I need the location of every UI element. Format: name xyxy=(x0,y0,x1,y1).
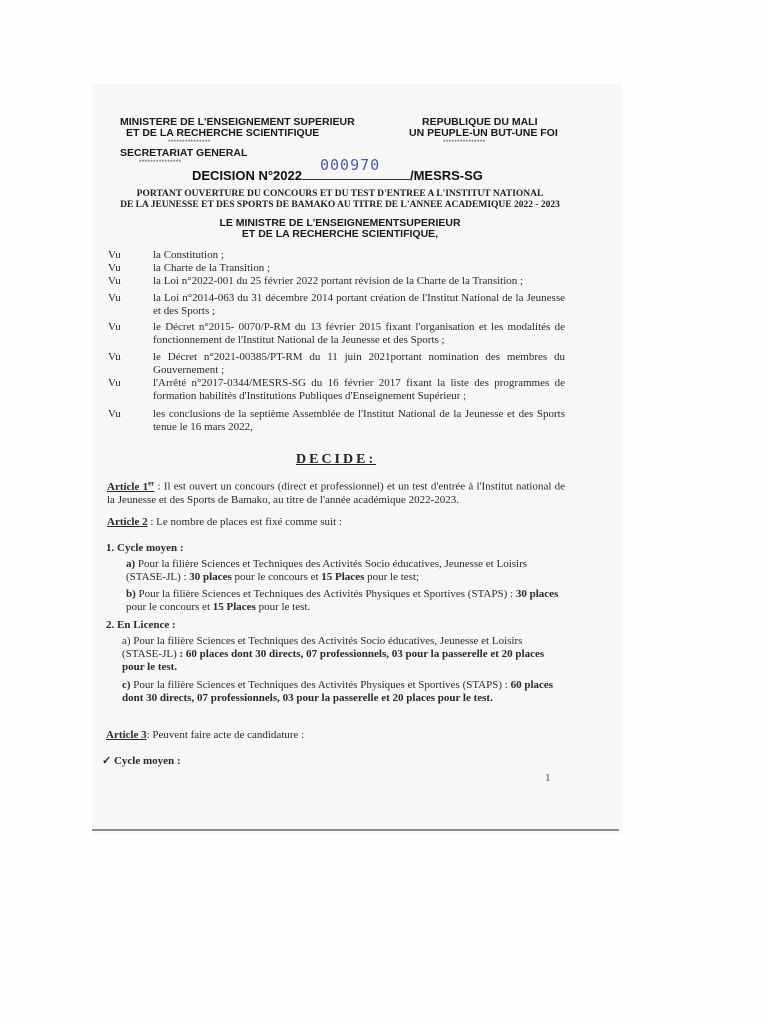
licence-heading: 2. En Licence : xyxy=(106,619,176,631)
page-number: 1 xyxy=(545,772,551,784)
ministry-line-2: ET DE LA RECHERCHE SCIENTIFIQUE xyxy=(126,127,320,139)
article-1-label: Article 1er xyxy=(107,479,155,493)
vu-label: Vu xyxy=(108,292,121,304)
decision-number-stamp: 000970 xyxy=(320,156,381,174)
vu-label: Vu xyxy=(108,351,121,363)
vu-text: les conclusions de la septième Assemblée de l'Institut National de la Jeunesse et des Sports tenue le 16 mars 2022, xyxy=(153,408,565,433)
vu-text: la Loi n°2022-001 du 25 février 2022 portant révision de la Charte de la Transition ; xyxy=(153,275,524,287)
vu-text: le Décret n°2021-00385/PT-RM du 11 juin 2021portant nomination des membres du Gouvernement ; xyxy=(153,351,565,376)
decision-prefix: DECISION N°2022 xyxy=(192,168,302,183)
ministry-stars: *************** xyxy=(168,140,211,146)
article-1 xyxy=(107,477,565,507)
purpose-line-1: PORTANT OUVERTURE DU CONCOURS ET DU TEST D'ENTREE A L'INSTITUT NATIONAL xyxy=(136,189,544,199)
article-1-text: : Il est ouvert un concours (direct et professionnel) et un test d'entrée à l'Institut national de la Jeunesse et des Sports de Bamako, au titre de l'année académique 2022-2023. xyxy=(107,480,565,506)
vu-text: l'Arrêté n°2017-0344/MESRS-SG du 16 février 2017 fixant la liste des programmes de formation habilités d'Institutions Publiques d'Enseignement Supérieur ; xyxy=(153,377,565,402)
republic-line-1: REPUBLIQUE DU MALI xyxy=(422,116,538,128)
secretariat-stars: *************** xyxy=(139,160,182,166)
licence-c: c) Pour la filière Sciences et Techniques des Activités Physiques et Sportives (STAPS) : 60 places dont 30 directs, 07 professionnels, 03 pour la passerelle et 20 places pour le test. xyxy=(122,679,554,704)
cycle-moyen-b: b) Pour la filière Sciences et Techniques des Activités Physiques et Sportives (STAPS) : 30 places pour le concours et 15 Places pour le test. xyxy=(126,588,559,613)
minister-line-1: LE MINISTRE DE L'ENSEIGNEMENTSUPERIEUR xyxy=(219,217,461,229)
vu-label: Vu xyxy=(108,249,121,261)
vu-label: Vu xyxy=(108,377,121,389)
cycle-moyen-a: a) Pour la filière Sciences et Techniques des Activités Socio éducatives, Jeunesse et Loisirs (STASE-JL) : 30 places pour le concours et 15 Places pour le test; xyxy=(126,558,528,583)
vu-label: Vu xyxy=(108,321,121,333)
vu-text: le Décret n°2015- 0070/P-RM du 13 février 2015 fixant l'organisation et les modalités de fonctionnement de l'Institut National de la Jeunesse et des Sports ; xyxy=(153,321,565,346)
vu-label: Vu xyxy=(108,408,121,420)
vu-text: la Charte de la Transition ; xyxy=(153,262,271,274)
decision-suffix: /MESRS-SG xyxy=(409,168,483,183)
republic-stars: *************** xyxy=(443,140,486,146)
secretariat-general: SECRETARIAT GENERAL xyxy=(120,147,248,159)
vu-label: Vu xyxy=(108,275,121,287)
cycle-moyen-heading: 1. Cycle moyen : xyxy=(106,542,184,554)
cycle-moyen-checkmark-item: ✓ Cycle moyen : xyxy=(102,755,181,767)
article-2-label: Article 2 xyxy=(107,516,148,528)
vu-text: la Loi n°2014-063 du 31 décembre 2014 portant création de l'Institut National de la Jeunesse et des Sports ; xyxy=(153,292,565,317)
republic-motto: UN PEUPLE-UN BUT-UNE FOI xyxy=(409,127,558,139)
licence-a: a) Pour la filière Sciences et Techniques des Activités Socio éducatives, Jeunesse et Loisirs (STASE-JL) : 60 places dont 30 directs, 07 professionnels, 03 pour la passerelle et 20 places pour le test. xyxy=(122,635,545,673)
article-3 xyxy=(106,729,304,742)
decide-heading: DECIDE: xyxy=(296,452,377,467)
vu-label: Vu xyxy=(108,262,121,274)
ministry-line-1: MINISTERE DE L'ENSEIGNEMENT SUPERIEUR xyxy=(120,116,355,128)
article-3-label: Article 3 xyxy=(106,729,147,741)
article-2 xyxy=(107,516,342,529)
article-3-text: : Peuvent faire acte de candidature : xyxy=(146,729,305,741)
minister-line-2: ET DE LA RECHERCHE SCIENTIFIQUE, xyxy=(241,228,439,240)
article-2-text: : Le nombre de places est fixé comme suit : xyxy=(147,516,342,528)
page-bottom-divider xyxy=(92,829,619,831)
vu-text: la Constitution ; xyxy=(153,249,224,261)
purpose-line-2: DE LA JEUNESSE ET DES SPORTS DE BAMAKO AU TITRE DE L'ANNEE ACADEMIQUE 2022 - 2023 xyxy=(120,200,560,210)
